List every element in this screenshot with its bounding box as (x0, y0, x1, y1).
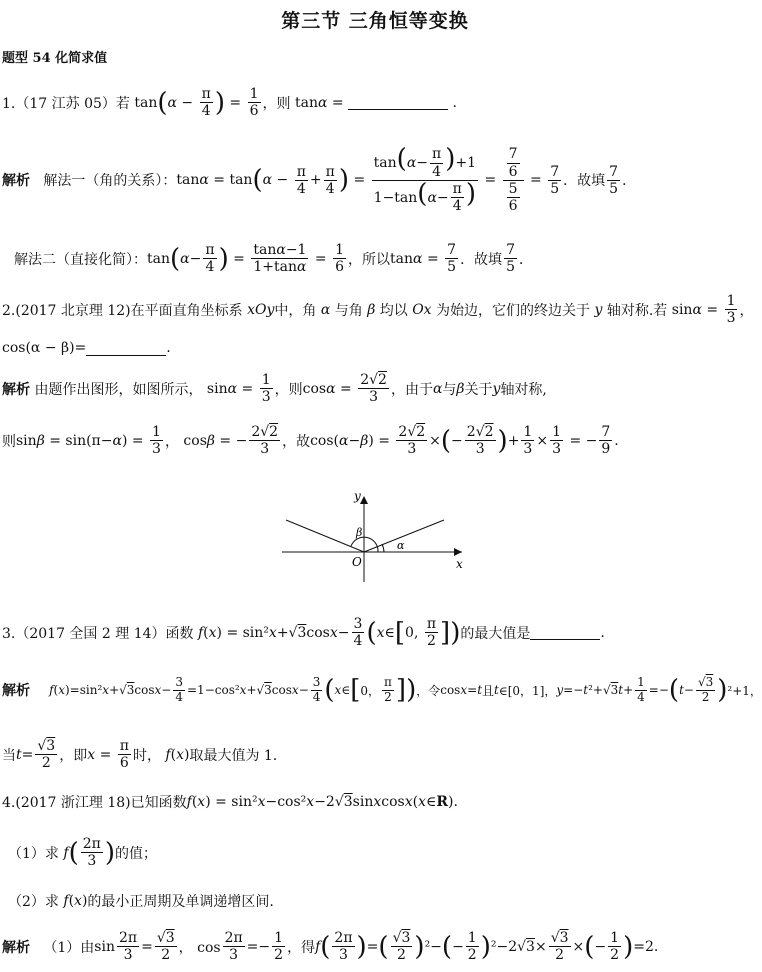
problem-3-label: 3.（2017 全国 2 理 14）函数 (2, 625, 194, 642)
problem-1-label: 1.（17 江苏 05）若 (2, 95, 130, 112)
alpha-label: α (397, 539, 405, 552)
x-label: x (456, 557, 463, 571)
fill-label-2: ．故填 (460, 251, 503, 268)
problem-1-then: ，则 (262, 95, 291, 112)
beta-label: β (356, 526, 363, 539)
answer-blank-2 (86, 341, 166, 356)
fill-label: ．故填 (563, 173, 606, 190)
solution-label: 解析 (2, 173, 30, 190)
problem-2-solution-1: 解析 由题作出图形，如图所示， sin α = $\frac{1}{3}$ ，则 cos α = $\frac{2√2}{3}$ ，由于 α 与 β 关于 y 轴对称, (2, 372, 547, 406)
beta-arc (351, 537, 378, 552)
solution-label-3: 解析 (2, 683, 30, 700)
angle-figure (280, 488, 470, 584)
solution-label-2: 解析 (2, 381, 30, 398)
problem-3-solution-2: 当 t = $\frac{√3}{2}$ ，即 x = $\frac{\pi}{6}$ 时， f ( x ) 取最大值为 1. (2, 738, 278, 772)
problem-2-label: 2.(2017 北京理 12)在平面直角坐标系 (2, 302, 243, 319)
problem-4-solution: 解析 （1）由 sin $\frac{2\pi}{3}$ = $\frac{√3}{2}$ ， cos $\frac{2\pi}{3}$ =− $\frac{1}{2}$ ，得 f ( $\frac{2\pi}{3}$ ) = ( $\frac{√3}{2}$ ) ²− ( − $\frac{1}{2}$ ) ²−2√ 3 × $\frac{√3}{2}$ × ( − $\frac{1}{2}$ ) =2. (2, 930, 659, 964)
section-heading: 题型 54 化简求值 (2, 51, 108, 66)
problem-3-question: 3.（2017 全国 2 理 14）函数 f ( x ) = sin² x +√ 3 cos x − $\frac{3}{4}$ ( x ∈ [ 0, $\frac{\pi}{2}$ ] ) 的最大值是 . (2, 616, 605, 650)
page-title: 第三节 三角恒等变换 (281, 10, 469, 32)
problem-2-question: 2.(2017 北京理 12)在平面直角坐标系 xOy 中，角 α 与角 β 均以 Ox 为始边，它们的终边关于 y 轴对称.若 sin α = $\frac{1}{3}$ ， (2, 293, 754, 327)
problem-2-question-line2: cos(α − β)= . (2, 340, 171, 356)
problem-1-solution-2: 解法二（直接化简）： tan ( α − $\frac{\pi}{4}$ ) = $\frac{\tan\alpha-1}{1+\tan\alpha}$ = $\frac{1}{6}$ ，所以 tan α = $\frac{7}{5}$ ．故填 $\frac{7}{5}$ ． (14, 242, 533, 276)
problem-1-question: 1.（17 江苏 05）若 tan ( α − $\frac{\pi}{4}$ ) = $\frac{1}{6}$ ，则 tan α = . (2, 86, 457, 120)
problem-4-sub-2: （2）求 f ( x ) 的最小正周期及单调递增区间. (8, 893, 274, 910)
beta-terminal-side (286, 520, 364, 552)
problem-3-solution-1: 解析 f ( x )=sin² x +√ 3 cos x − $\frac{3}{4}$ =1−cos² x +√ 3 cos x − $\frac{3}{4}$ ( x ∈ [ 0， $\frac{\pi}{2}$ ] ) ，令 cos x = t 且 t ∈[0，1]， y =− t ²+√ 3 t + $\frac{1}{4}$ =− ( t − $\frac{√3}{2}$ ) ²+1， (2, 675, 762, 706)
y-axis-arrow (360, 496, 368, 504)
solution-label-4: 解析 (2, 939, 30, 956)
y-label: y (354, 489, 361, 503)
so-label: ，所以 (348, 251, 391, 268)
problem-4-question: 4.(2017 浙江理 18)已知函数 f ( x ) = sin² x −cos² x −2√ 3 sin x cos x ( x ∈ R ). (2, 794, 458, 811)
cos-expression: cos(α − β)= (2, 340, 87, 356)
answer-blank-3 (530, 625, 600, 640)
method-1-label: 解法一（角的关系）： (43, 173, 177, 190)
origin-label: O (352, 555, 362, 569)
alpha-arc (382, 544, 384, 552)
xoy-symbol: xOy (247, 301, 275, 318)
answer-blank (348, 95, 448, 110)
problem-1-solution-1: 解析 解法一（角的关系）： tan α = tan ( α − $\frac{\pi}{4}$ + $\frac{\pi}{4}$ ) = tan(α− $\frac{\pi}{4}$ )+1 1−tan(α− $\frac{\pi}{4}$ ) = $\frac{\frac{7}{6}}{\frac{5}{6}}$ = $\frac{7}{5}$ ．故填 $\frac{7}{5}$ ． (2, 144, 637, 215)
problem-2-solution-2: 则 sin β = sin(π− α ) = $\frac{1}{3}$ ， cos β = − $\frac{2√2}{3}$ ，故 cos( α − β ) = $\frac{2√2}{3}$ × ( − $\frac{2√2}{3}$ ) + $\frac{1}{3}$ × $\frac{1}{3}$ = − $\frac{7}{9}$ . (2, 424, 619, 458)
problem-4-sub-1: （1）求 f ( $\frac{2\pi}{3}$ ) 的值； (8, 836, 157, 870)
problem-4-label: 4.(2017 浙江理 18)已知函数 (2, 795, 187, 811)
method-2-label: 解法二（直接化简）： (14, 251, 147, 268)
x-axis-arrow (454, 548, 462, 556)
